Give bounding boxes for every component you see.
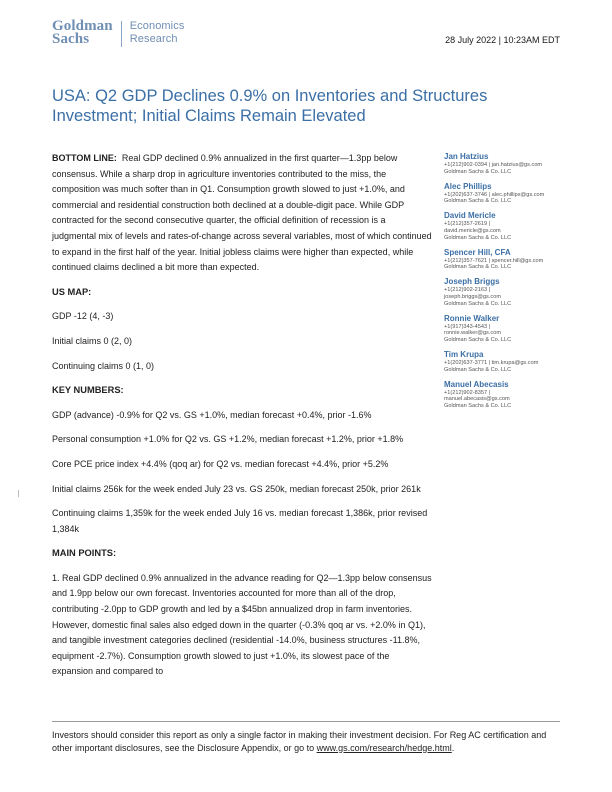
author-name-link[interactable]: Alec Phillips [444,181,492,191]
key-number-item: Personal consumption +1.0% for Q2 vs. GS +1.2%, median forecast +1.2%, prior +1.8% [52,434,404,445]
research-unit [130,20,185,45]
report-header [52,20,560,54]
us-map-item: Initial claims 0 (2, 0) [52,335,133,346]
author-email[interactable]: manuel.abecasis@gs.com [444,396,510,403]
author-firm: Goldman Sachs & Co. LLC [444,337,512,344]
margin-mark [18,490,19,497]
report-title: USA: Q2 GDP Declines 0.9% on Inventories and Structures Investment; Initial Claims Remain Elevated [52,87,488,125]
author-name-link[interactable]: Tim Krupa [444,349,484,359]
bottom-line-text: Real GDP declined 0.9% annualized in the first quarter—1.3pp below consensus. While a sharp drop in agriculture inventories contributed to the miss, the composition was much softer than in Q1. Consumption growth slowed to just +1.0%, and commercial and residential construction both declined at a double-digit pace. While GDP contracted for the second consecutive quarter, the official definition of recession is a judgmental mix of levels and rates-of-change across several variables, most of which continued to expand in the first half of the year. Initial jobless claims were higher than expected, while continued claims declined a bit more than expected. [52,153,432,273]
logo-line-2: Sachs [52,30,90,47]
author-name-link[interactable]: David Mericle [444,211,496,221]
authors-sidebar [444,152,576,416]
key-numbers-heading: KEY NUMBERS: [52,385,124,396]
author-entry [444,182,576,206]
author-email[interactable]: joseph.briggs@gs.com [444,293,501,300]
author-entry [444,248,576,272]
author-entry [444,277,576,307]
author-entry [444,314,576,344]
main-body [52,151,432,689]
logo-divider [121,21,122,47]
author-firm: Goldman Sachs & Co. LLC [444,198,512,205]
author-contact: +1(212)902-2163 | [444,287,491,294]
author-contact: +1(212)357-2619 | [444,221,491,228]
unit-line-2: Research [129,32,178,45]
author-email[interactable]: ronnie.walker@gs.com [444,330,501,337]
unit-line-1: Economics [129,20,185,32]
author-contact: +1(917)343-4543 | [444,323,491,330]
goldman-sachs-logo [52,20,184,47]
main-points-heading: MAIN POINTS: [52,548,117,559]
logo-line-1: Goldman [52,18,113,34]
bottom-line-paragraph [52,151,432,276]
key-number-item: Initial claims 256k for the week ended July 23 vs. GS 250k, median forecast 250k, prior 261k [52,483,421,494]
author-contact: +1(212)902-0394 | jan.hatzius@gs.com [444,162,543,168]
author-firm: Goldman Sachs & Co. LLC [444,234,512,241]
disclosure-text: Investors should consider this report as only a single factor in making their investment decision. For Reg AC certification and other important disclosures, see the Disclosure Appendix, or go to [52,730,547,753]
author-contact: +1(202)637-3746 | alec.phillips@gs.com [444,191,545,198]
author-firm: Goldman Sachs & Co. LLC [444,403,512,410]
us-map-item: GDP -12 (4, -3) [52,311,114,322]
author-name-link[interactable]: Ronnie Walker [444,313,500,323]
author-entry [444,380,576,410]
author-name-link[interactable]: Joseph Briggs [444,277,500,287]
disclosure-link[interactable]: www.gs.com/research/hedge.html [316,742,452,753]
us-map-heading: US MAP: [52,286,92,297]
key-number-item: GDP (advance) -0.9% for Q2 vs. GS +1.0%, median forecast +0.4%, prior -1.6% [52,409,372,420]
author-entry [444,152,576,176]
author-contact: +1(212)357-7621 | spencer.hill@gs.com [444,257,544,264]
main-point-paragraph: 1. Real GDP declined 0.9% annualized in the advance reading for Q2—1.3pp below consensus and 1.9pp below our own forecast. Inventories accounted for more than all of the drop, contributing -2.0pp to GDP growth and led by a $45bn annualized drop in farm inventories. However, domestic final sales also edged down in the quarter (-0.3% qoq ar vs. +2.0% in Q1), and tangible investment categories declined (residential -14.0%, business structures -11.8%, equipment -2.7%). Consumption growth slowed to just +1.0%, its slowest pace of the expansion and compared to [52,572,432,677]
author-firm: Goldman Sachs & Co. LLC [444,264,512,271]
logo-wordmark [52,20,113,45]
disclosure-period: . [451,742,455,753]
author-firm: Goldman Sachs & Co. LLC [444,366,512,373]
author-name-link[interactable]: Manuel Abecasis [444,379,509,389]
disclosure-footer [52,729,560,754]
author-email[interactable]: david.mericle@gs.com [444,227,501,234]
author-firm: Goldman Sachs & Co. LLC [444,168,512,175]
bottom-line-label: BOTTOM LINE: [52,153,117,163]
us-map-item: Continuing claims 0 (1, 0) [52,360,155,371]
author-name-link[interactable]: Jan Hatzius [444,152,489,161]
author-entry [444,350,576,374]
author-contact: +1(212)902-8357 | [444,389,491,396]
author-firm: Goldman Sachs & Co. LLC [444,300,512,307]
author-entry [444,211,576,241]
key-number-item: Continuing claims 1,359k for the week ended July 16 vs. median forecast 1,386k, prior revised 1,384k [52,508,428,534]
key-number-item: Core PCE price index +4.4% (qoq ar) for Q2 vs. median forecast +4.4%, prior +5.2% [52,458,389,469]
author-name-link[interactable]: Spencer Hill, CFA [444,247,511,257]
footer-divider [52,721,560,722]
publication-date: 28 July 2022 | 10:23AM EDT [445,35,560,45]
author-contact: +1(202)637-3771 | tim.krupa@gs.com [444,359,539,366]
